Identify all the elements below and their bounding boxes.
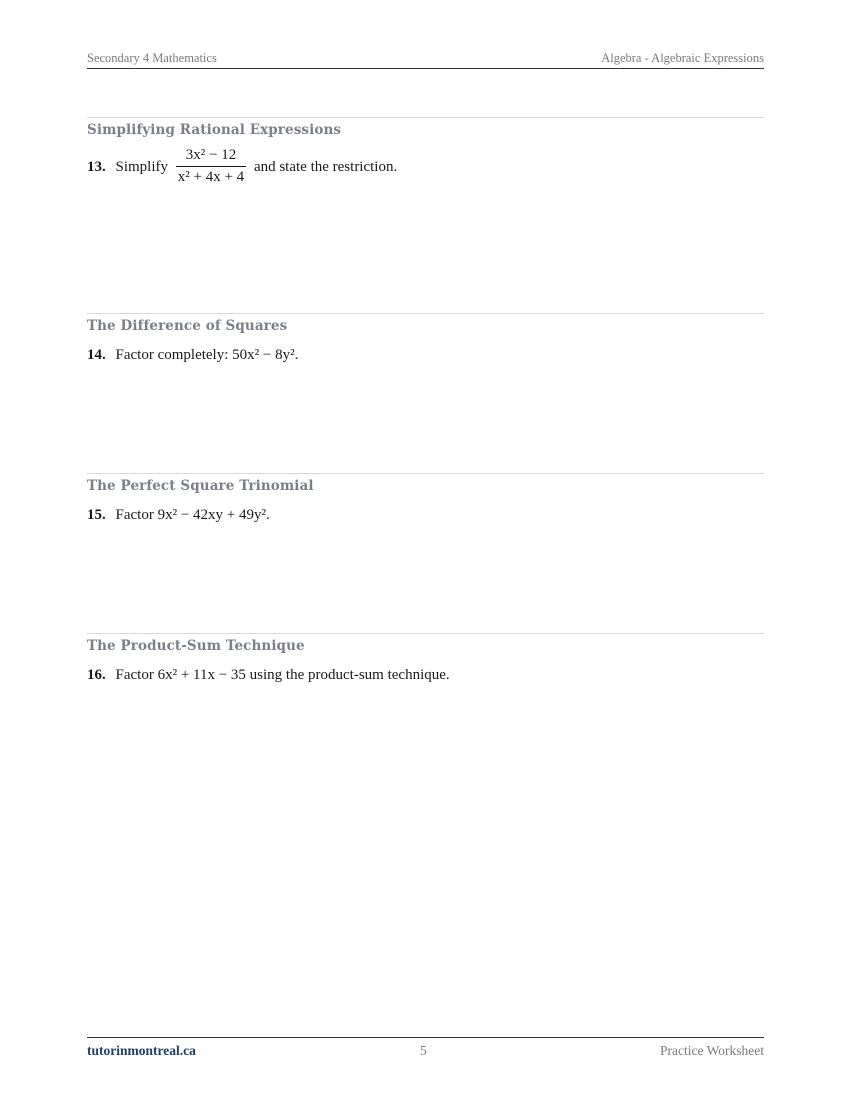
section-divider — [87, 473, 764, 474]
section-divider — [87, 313, 764, 314]
fraction-numerator: 3x² − 12 — [176, 147, 246, 167]
section-divider — [87, 117, 764, 118]
question-text: Factor 9x² − 42xy + 49y². — [115, 507, 270, 523]
section-title: The Product-Sum Technique — [87, 638, 305, 654]
question-number: 15. — [87, 507, 106, 523]
header-rule — [87, 68, 764, 69]
fraction-denominator: x² + 4x + 4 — [177, 169, 245, 185]
section-title: The Perfect Square Trinomial — [87, 478, 314, 494]
question-13 — [87, 148, 397, 187]
question-text: Factor completely: 50x² − 8y². — [115, 347, 299, 363]
rational-expression — [176, 147, 246, 186]
question-15 — [87, 507, 270, 524]
section-title: Simplifying Rational Expressions — [87, 122, 342, 138]
question-number: 16. — [87, 667, 106, 683]
footer-rule — [87, 1037, 764, 1038]
page-footer — [87, 1043, 764, 1059]
question-number: 13. — [87, 158, 106, 175]
section-divider — [87, 633, 764, 634]
section-title: The Difference of Squares — [87, 318, 288, 334]
page-number: 5 — [420, 1043, 427, 1058]
question-14 — [87, 347, 298, 364]
site-link[interactable]: tutorinmontreal.ca — [87, 1043, 196, 1058]
header-course: Secondary 4 Mathematics — [87, 51, 217, 65]
question-text-after: and state the restriction. — [253, 158, 398, 175]
footer-label: Practice Worksheet — [660, 1043, 764, 1058]
question-number: 14. — [87, 347, 106, 363]
header-topic: Algebra - Algebraic Expressions — [601, 51, 764, 65]
question-text-before: Simplify — [115, 158, 169, 175]
page-header — [87, 51, 764, 66]
question-text: Factor 6x² + 11x − 35 using the product-sum technique. — [115, 667, 450, 683]
question-16 — [87, 667, 450, 684]
